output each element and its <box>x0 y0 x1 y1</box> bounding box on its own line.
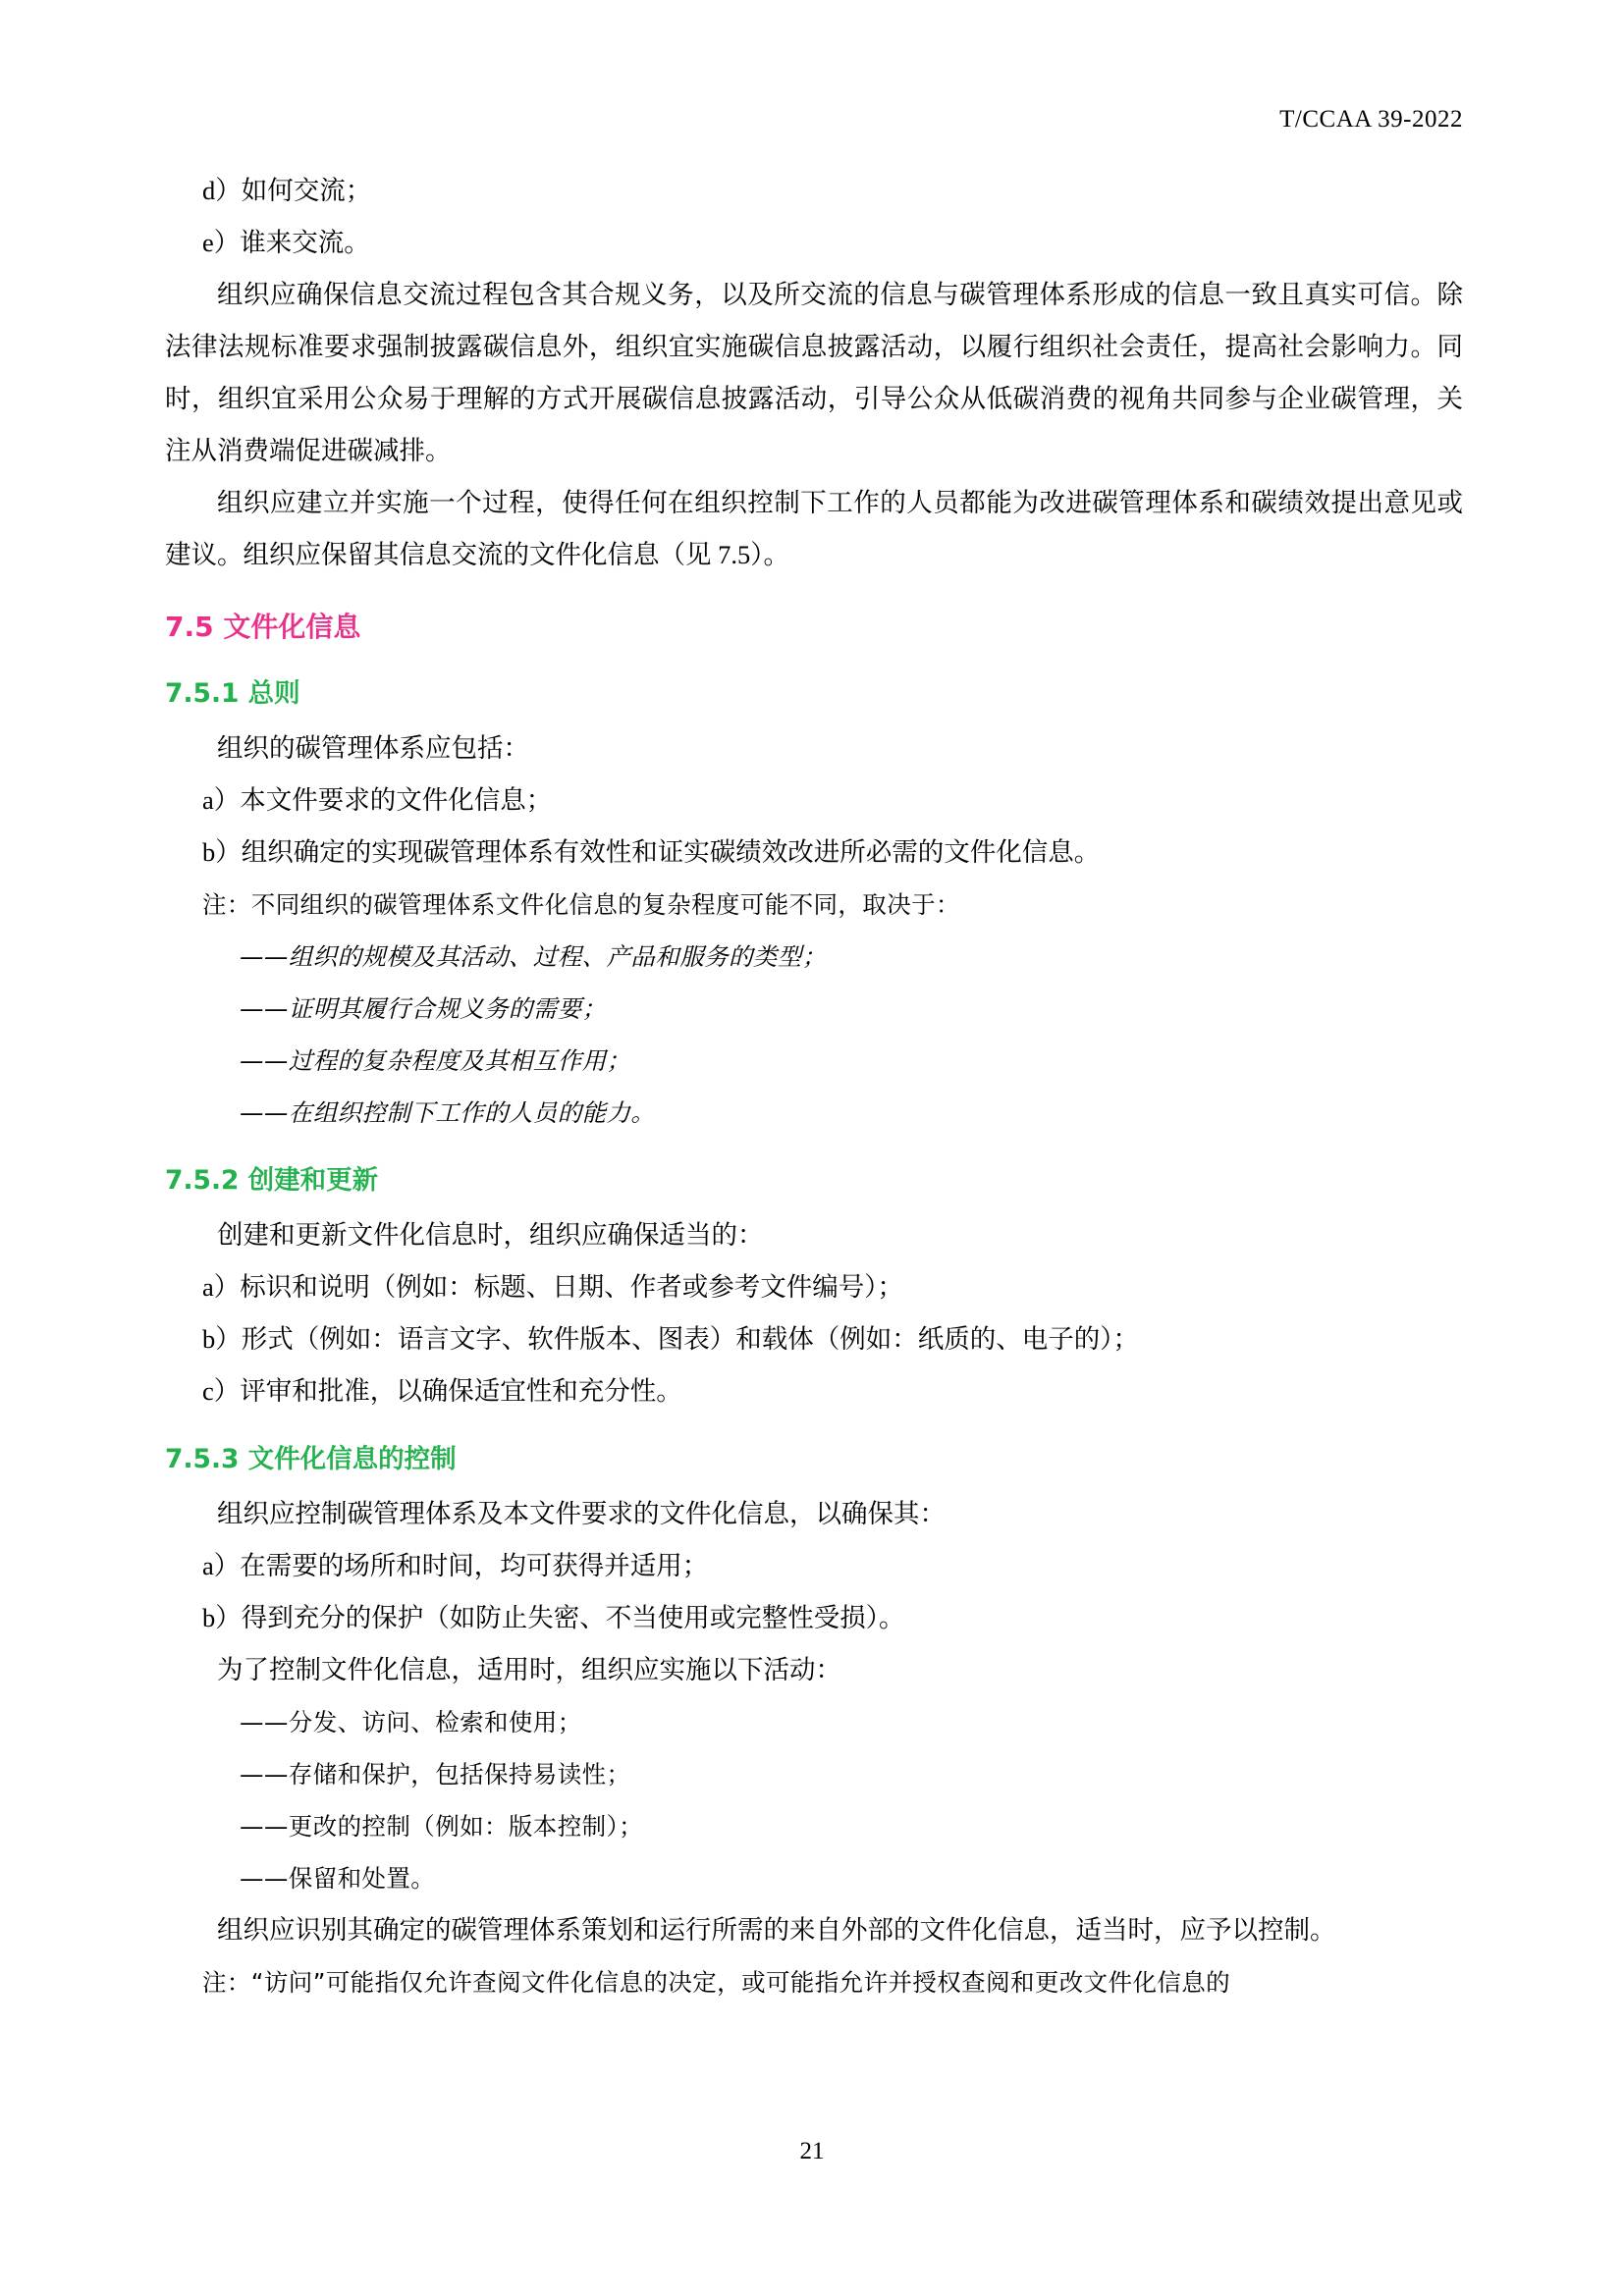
list-item: d）如何交流； <box>202 176 372 205</box>
dash-item: ——更改的控制（例如：版本控制）； <box>240 1812 644 1841</box>
list-item: b）形式（例如：语言文字、软件版本、图表）和载体（例如：纸质的、电子的）； <box>202 1324 1139 1354</box>
dash-item: ——在组织控制下工作的人员的能力。 <box>240 1098 656 1127</box>
page-content <box>165 0 1463 2008</box>
section-heading-7-5-3: 7.5.3 文件化信息的控制 <box>165 1444 457 1474</box>
paragraph: 为了控制文件化信息，适用时，组织应实施以下活动： <box>217 1655 841 1684</box>
paragraph: 创建和更新文件化信息时，组织应确保适当的： <box>217 1220 764 1250</box>
page-number: 21 <box>799 2138 825 2164</box>
list-item: b）得到充分的保护（如防止失密、不当使用或完整性受损）。 <box>202 1603 905 1632</box>
section-heading-7-5-2: 7.5.2 创建和更新 <box>165 1165 379 1196</box>
paragraph: 组织的碳管理体系应包括： <box>217 733 529 763</box>
dash-item: ——存储和保护，包括保持易读性； <box>240 1760 631 1789</box>
dash-item: ——分发、访问、检索和使用； <box>240 1708 582 1736</box>
dash-item: ——证明其履行合规义务的需要； <box>240 994 607 1023</box>
note-text: 注：“访问”可能指仅允许查阅文件化信息的决定，或可能指允许并授权查阅和更改文件化信息的 <box>202 1968 1231 1997</box>
dash-item: ——组织的规模及其活动、过程、产品和服务的类型； <box>240 942 827 971</box>
paragraph: 组织应建立并实施一个过程，使得任何在组织控制下工作的人员都能为改进碳管理体系和碳绩效提出意见或建议。组织应保留其信息交流的文件化信息（见 7.5）。 <box>165 488 1463 569</box>
list-item: a）本文件要求的文件化信息； <box>202 785 553 815</box>
dash-item: ——保留和处置。 <box>240 1864 436 1893</box>
list-item: e）谁来交流。 <box>202 228 370 257</box>
paragraph: 组织应识别其确定的碳管理体系策划和运行所需的来自外部的文件化信息，适当时，应予以控制。 <box>217 1915 1336 1945</box>
dash-item: ——过程的复杂程度及其相互作用； <box>240 1046 631 1075</box>
list-item: a）在需要的场所和时间，均可获得并适用； <box>202 1551 709 1580</box>
page-header <box>165 0 1463 133</box>
list-item: b）组织确定的实现碳管理体系有效性和证实碳绩效改进所必需的文件化信息。 <box>202 837 1101 867</box>
list-item: a）标识和说明（例如：标题、日期、作者或参考文件编号）； <box>202 1272 904 1302</box>
list-item: c）评审和批准，以确保适宜性和充分性。 <box>202 1376 682 1406</box>
standard-code: T/CCAA 39-2022 <box>1279 106 1463 133</box>
paragraph: 组织应控制碳管理体系及本文件要求的文件化信息，以确保其： <box>217 1499 946 1528</box>
paragraph: 组织应确保信息交流过程包含其合规义务，以及所交流的信息与碳管理体系形成的信息一致且真实可信。除法律法规标准要求强制披露碳信息外，组织宜实施碳信息披露活动，以履行组织社会责任，提高社会影响力。同时，组织宜采用公众易于理解的方式开展碳信息披露活动，引导公众从低碳消费的视角共同参与企业碳管理，关注从消费端促进碳减排。 <box>165 280 1463 465</box>
section-heading-7-5: 7.5 文件化信息 <box>165 611 361 643</box>
note-text: 注：不同组织的碳管理体系文件化信息的复杂程度可能不同，取决于： <box>202 890 960 919</box>
body-block <box>165 165 1463 2008</box>
section-heading-7-5-1: 7.5.1 总则 <box>165 678 300 709</box>
